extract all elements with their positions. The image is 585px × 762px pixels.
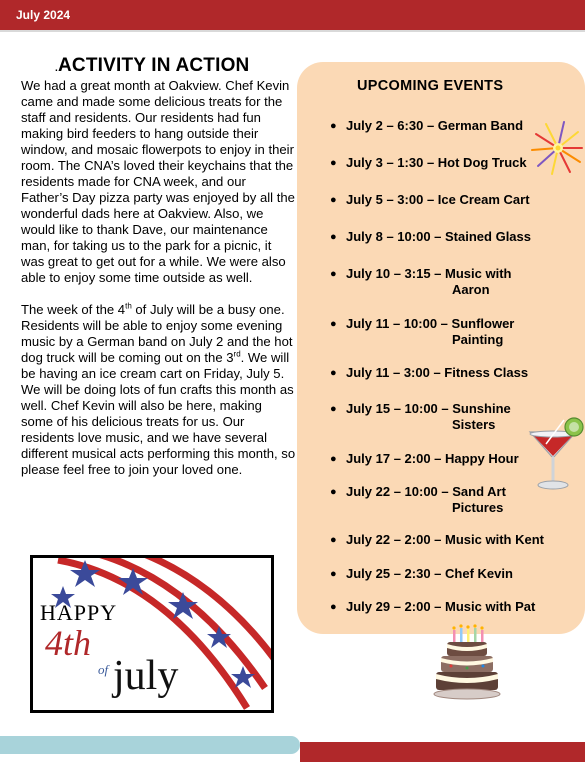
bullet-icon: ● (330, 403, 337, 415)
bullet-icon: ● (330, 534, 337, 546)
event-text (346, 192, 560, 208)
event-line-1: July 22 – 10:00 – Sand Art (346, 484, 506, 499)
bullet-icon: ● (330, 120, 337, 132)
event-text (346, 365, 560, 381)
p2-part-b: of July will be a busy one. Residents will be able to enjoy some evening music by a German band on July 2 and the hot dog truck will be coming out on the 3 (21, 302, 293, 365)
events-title: UPCOMING EVENTS (357, 78, 504, 94)
event-line-1: July 15 – 10:00 – Sunshine (346, 401, 511, 416)
event-text (346, 532, 560, 548)
card-fourth-text: 4th (45, 623, 92, 663)
article-paragraph-1: We had a great month at Oakview. Chef Kevin came and made some delicious treats for the staff and residents. Our residents had fun making bird feeders to hang outside their window, and mosaic flowerpots to enjoy in their room. The CNA’s loved their keychains that the residents made for CNA week, and our Father’s Day pizza party was enjoyed by all the wonderful dads here at Oakview. Also, we would like to thank Dave, our maintenance man, for taking us to the park for a picnic, it was great to get out for a while. We were also able to enjoy some time outside as well. (21, 78, 295, 285)
p2-part-a: The week of the 4 (21, 302, 126, 317)
event-line-1: July 25 – 2:30 – Chef Kevin (346, 566, 513, 581)
event-line-1: July 5 – 3:00 – Ice Cream Cart (346, 192, 530, 207)
header-month: July 2024 (16, 8, 71, 22)
event-line-1: July 22 – 2:00 – Music with Kent (346, 532, 544, 547)
event-line-1: July 8 – 10:00 – Stained Glass (346, 229, 531, 244)
event-line-2: Pictures (452, 500, 504, 515)
event-line-1: July 3 – 1:30 – Hot Dog Truck (346, 155, 527, 170)
article-title (55, 55, 265, 77)
event-line-2: Aaron (452, 282, 490, 297)
bullet-icon: ● (330, 568, 337, 580)
birthday-cake-icon (433, 624, 501, 702)
title-prefix: . (55, 63, 58, 74)
card-happy-text: HAPPY (40, 600, 118, 625)
footer-teal-bar (0, 736, 300, 754)
event-line-1: July 2 – 6:30 – German Band (346, 118, 524, 133)
event-text (346, 599, 560, 615)
firework-icon (524, 118, 584, 178)
bullet-icon: ● (330, 453, 337, 465)
event-line-1: July 10 – 3:15 – Music with (346, 266, 512, 281)
card-of-text: of (98, 662, 109, 677)
bullet-icon: ● (330, 318, 337, 330)
bullet-icon: ● (330, 601, 337, 613)
event-text (346, 316, 560, 348)
event-line-1: July 11 – 3:00 – Fitness Class (346, 365, 529, 380)
p2-sup-th: th (125, 301, 132, 311)
title-text: ACTIVITY IN ACTION (57, 55, 250, 76)
article-paragraph-2 (21, 302, 296, 478)
event-line-1: July 11 – 10:00 – Sunflower (346, 316, 515, 331)
bullet-icon: ● (330, 268, 337, 280)
bullet-icon: ● (330, 157, 337, 169)
article-body (21, 78, 296, 494)
bullet-icon: ● (330, 194, 337, 206)
bullet-icon: ● (330, 486, 337, 498)
footer-red-bar (300, 742, 585, 762)
event-line-2: Sisters (452, 417, 496, 432)
event-text (346, 566, 560, 582)
p2-part-c: . We will be having an ice cream cart on Friday, July 5. We will be doing lots of fun crafts this month as well. Chef Kevin will also be here, making some of his delicious treats for us. Our residents love music, and we have several different musical acts performing this month, so please feel free to join your loved one. (21, 350, 296, 477)
card-july-text: july (113, 653, 179, 699)
event-line-2: Painting (452, 332, 504, 347)
event-line-1: July 29 – 2:00 – Music with Pat (346, 599, 536, 614)
cocktail-icon (524, 414, 585, 492)
header-divider (0, 30, 585, 32)
bullet-icon: ● (330, 231, 337, 243)
bullet-icon: ● (330, 367, 337, 379)
event-text (346, 229, 560, 245)
event-line-1: July 17 – 2:00 – Happy Hour (346, 451, 519, 466)
event-text (346, 266, 560, 298)
p2-sup-rd: rd (233, 349, 241, 359)
header-bar (0, 0, 585, 30)
